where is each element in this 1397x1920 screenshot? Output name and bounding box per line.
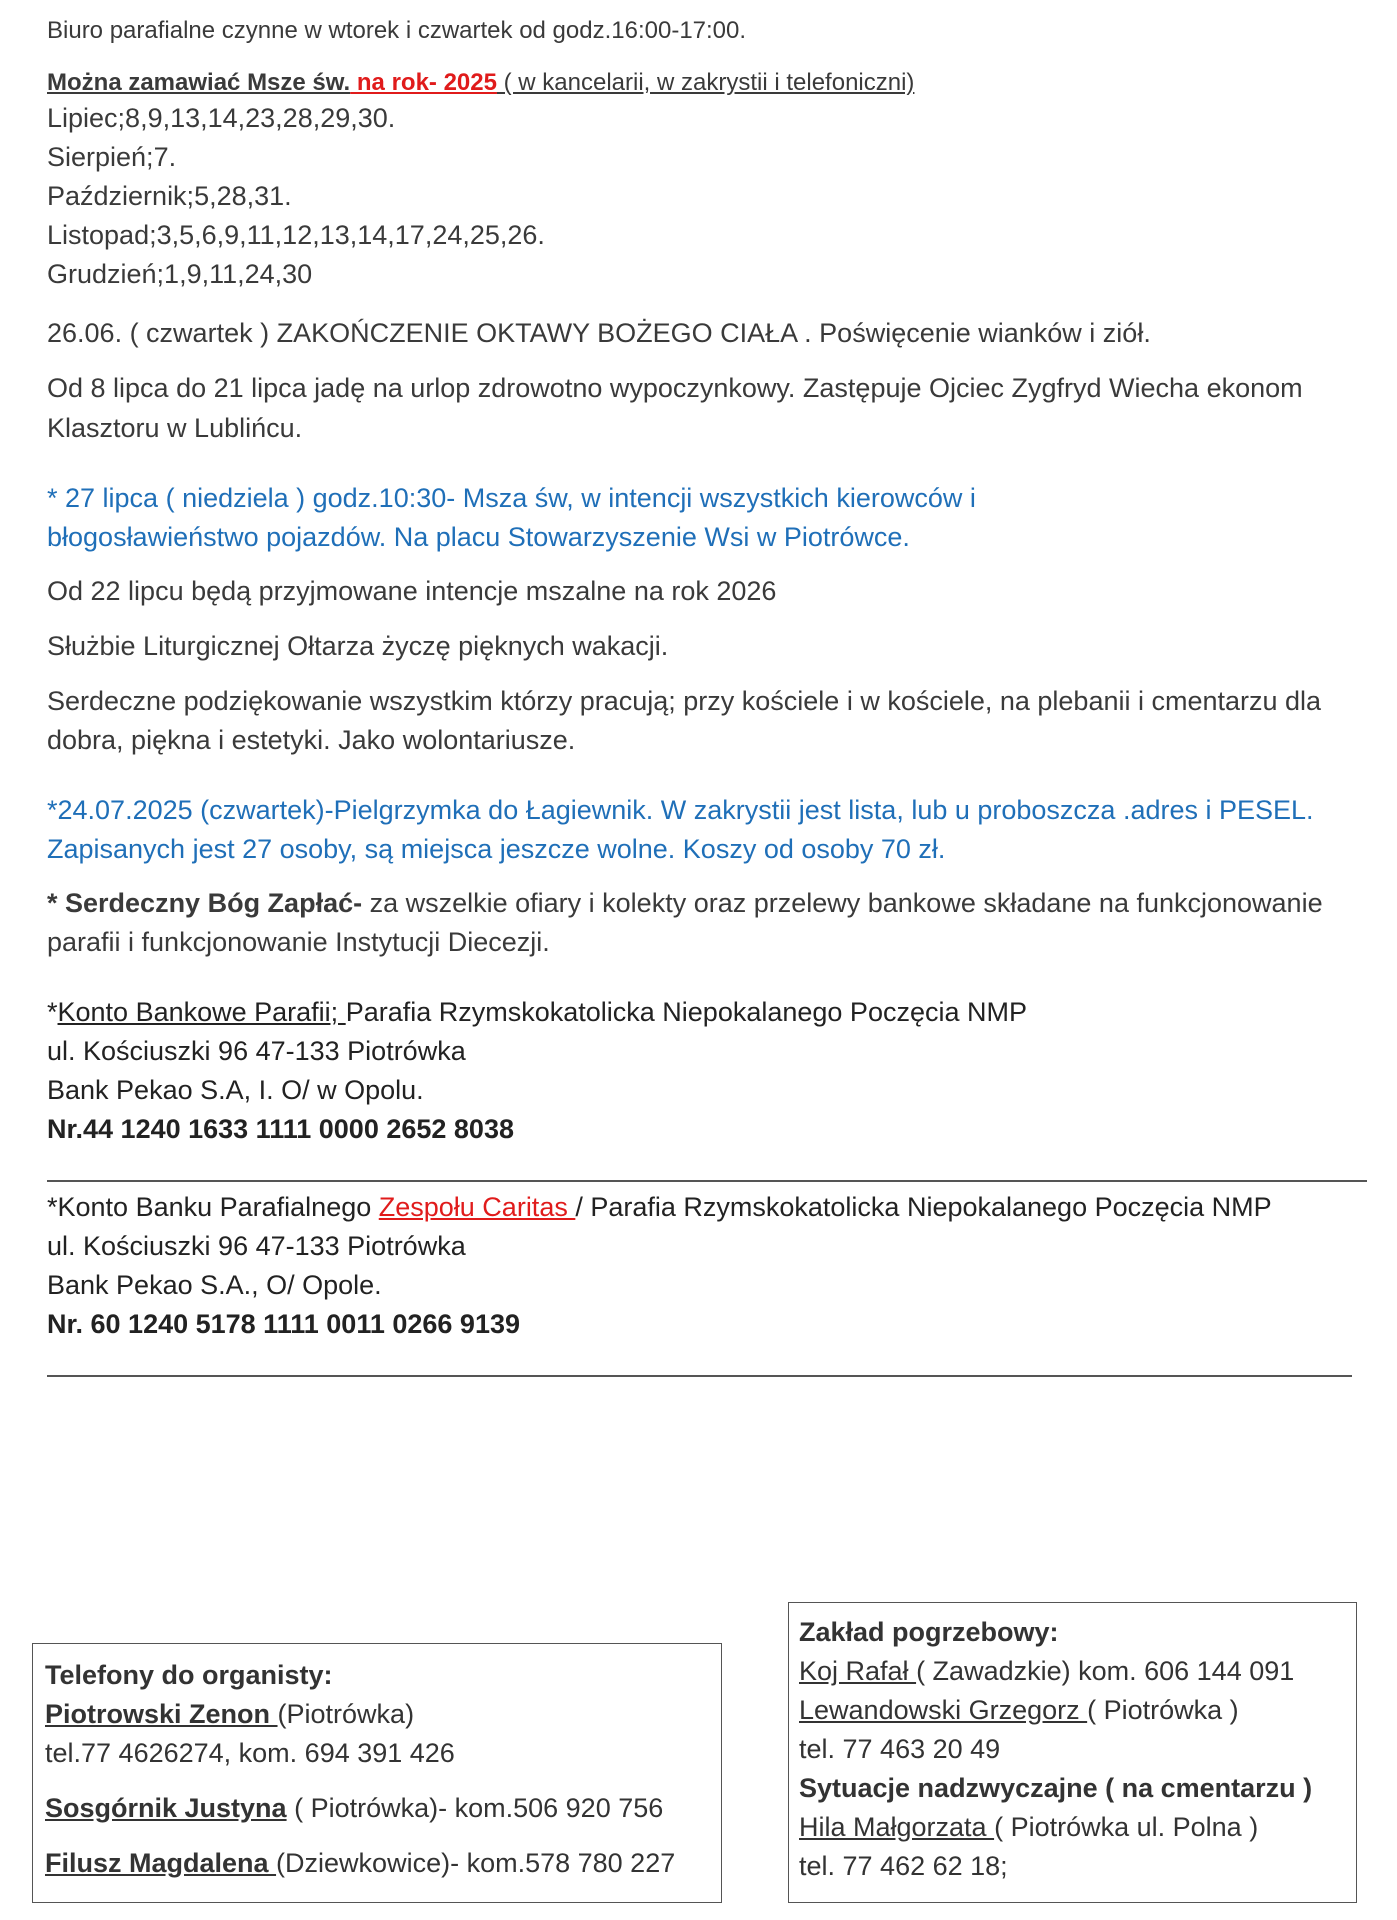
month-december: Grudzień;1,9,11,24,30: [47, 259, 313, 289]
bank1-line-1: [47, 993, 1027, 1031]
bank2-address: ul. Kościuszki 96 47-133 Piotrówka: [47, 1231, 466, 1261]
vacation-line-2: Klasztoru w Lublińcu.: [47, 413, 303, 443]
funeral-emergency-title: Sytuacje nadzwyczajne ( na cmentarzu ): [799, 1773, 1313, 1803]
bank1-account-number: Nr.44 1240 1633 1111 0000 2652 8038: [47, 1114, 514, 1144]
bank2-bank: Bank Pekao S.A., O/ Opole.: [47, 1270, 382, 1300]
god-pay-rest: za wszelkie ofiary i kolekty oraz przelewy bankowe składane na funkcjonowanie: [362, 888, 1323, 918]
bank1-label: Konto Bankowe Parafii;: [57, 997, 346, 1027]
bank1-address: ul. Kościuszki 96 47-133 Piotrówka: [47, 1036, 466, 1066]
funeral-contact-2-tel: tel. 77 463 20 49: [799, 1734, 1001, 1764]
organist-2: [45, 1789, 663, 1827]
organist-1-tel: tel.77 4626274, kom. 694 391 426: [45, 1738, 455, 1768]
funeral-title: Zakład pogrzebowy:: [799, 1617, 1059, 1647]
organist-2-rest: ( Piotrówka)- kom.506 920 756: [286, 1793, 664, 1823]
intentions-notice: Od 22 lipcu będą przyjmowane intencje mszalne na rok 2026: [47, 576, 777, 606]
pilgrimage-line-2: Zapisanych jest 27 osoby, są miejsca jeszcze wolne. Koszy od osoby 70 zł.: [47, 834, 946, 864]
thanks-line-1: Serdeczne podziękowanie wszystkim którzy pracują; przy kościele i w kościele, na plebanii i cmentarzu dla: [47, 686, 1322, 716]
masses-lead: Można zamawiać Msze św.: [47, 69, 351, 96]
masses-year: na rok- 2025: [350, 69, 497, 96]
thanks-line-2: dobra, piękna i estetyki. Jako wolontariusze.: [47, 725, 576, 755]
funeral-contact-3-name: Hila Małgorzata: [799, 1812, 995, 1842]
bank1-bank: Bank Pekao S.A, I. O/ w Opolu.: [47, 1075, 424, 1105]
organist-2-name: Sosgórnik Justyna: [45, 1793, 287, 1823]
divider-top: [47, 1180, 1367, 1182]
bank2-caritas: Zespołu Caritas: [378, 1192, 576, 1222]
funeral-contact-2-rest: ( Piotrówka ): [1087, 1695, 1239, 1725]
god-pay-line-1: [47, 884, 1323, 922]
service-wishes: Służbie Liturgicznej Ołtarza życzę pięknych wakacji.: [47, 631, 669, 661]
funeral-contact-2: [799, 1691, 1239, 1729]
organist-1-name: Piotrowski Zenon: [45, 1699, 278, 1729]
organist-3-rest: (Dziewkowice)- kom.578 780 227: [276, 1848, 676, 1878]
funeral-contact-1-name: Koj Rafał: [799, 1656, 917, 1686]
month-october: Październik;5,28,31.: [47, 181, 292, 211]
bank2-name: / Parafia Rzymskokatolicka Niepokalanego Poczęcia NMP: [575, 1192, 1272, 1222]
organists-title: Telefony do organisty:: [45, 1660, 333, 1690]
drivers-line-2: błogosławieństwo pojazdów. Na placu Stowarzyszenie Wsi w Piotrówce.: [47, 522, 910, 552]
organist-1: [45, 1695, 414, 1733]
funeral-box: [788, 1602, 1357, 1903]
bank2-account-number: Nr. 60 1240 5178 1111 0011 0266 9139: [47, 1309, 520, 1339]
god-pay-bold: * Serdeczny Bóg Zapłać-: [47, 888, 363, 918]
corpus-christi-notice: 26.06. ( czwartek ) ZAKOŃCZENIE OKTAWY BOŻEGO CIAŁA . Poświęcenie wianków i ziół.: [47, 318, 1151, 348]
bank2-line-1: [47, 1188, 1272, 1226]
pilgrimage-line-1: *24.07.2025 (czwartek)-Pielgrzymka do Łagiewnik. W zakrystii jest lista, lub u proboszcza .adres i PESEL.: [47, 795, 1314, 825]
bank1-name: Parafia Rzymskokatolicka Niepokalanego Poczęcia NMP: [345, 997, 1027, 1027]
organists-box: [32, 1643, 722, 1903]
organist-3: [45, 1844, 675, 1882]
organist-3-name: Filusz Magdalena: [45, 1848, 277, 1878]
masses-where: ( w kancelarii, w zakrystii i telefoniczni): [496, 69, 915, 96]
divider-bottom: [47, 1375, 1352, 1377]
vacation-line-1: Od 8 lipca do 21 lipca jadę na urlop zdrowotno wypoczynkowy. Zastępuje Ojciec Zygfryd Wiecha ekonom: [47, 373, 1303, 403]
office-hours: Biuro parafialne czynne w wtorek i czwartek od godz.16:00-17:00.: [47, 17, 747, 44]
funeral-contact-3-tel: tel. 77 462 62 18;: [799, 1851, 1008, 1881]
bank1-star: *: [47, 997, 58, 1027]
funeral-contact-2-name: Lewandowski Grzegorz: [799, 1695, 1088, 1725]
month-november: Listopad;3,5,6,9,11,12,13,14,17,24,25,26.: [47, 220, 545, 250]
funeral-contact-1: [799, 1652, 1294, 1690]
month-july: Lipiec;8,9,13,14,23,28,29,30.: [47, 103, 396, 133]
funeral-contact-1-rest: ( Zawadzkie) kom. 606 144 091: [916, 1656, 1295, 1686]
god-pay-line-2: parafii i funkcjonowanie Instytucji Diecezji.: [47, 927, 550, 957]
masses-heading: [47, 64, 914, 102]
month-august: Sierpień;7.: [47, 142, 177, 172]
funeral-contact-3: [799, 1808, 1258, 1846]
bank2-lead: *Konto Banku Parafialnego: [47, 1192, 379, 1222]
drivers-line-1: * 27 lipca ( niedziela ) godz.10:30- Msza św, w intencji wszystkich kierowców i: [47, 483, 976, 513]
organist-1-place: (Piotrówka): [277, 1699, 415, 1729]
funeral-contact-3-rest: ( Piotrówka ul. Polna ): [994, 1812, 1259, 1842]
